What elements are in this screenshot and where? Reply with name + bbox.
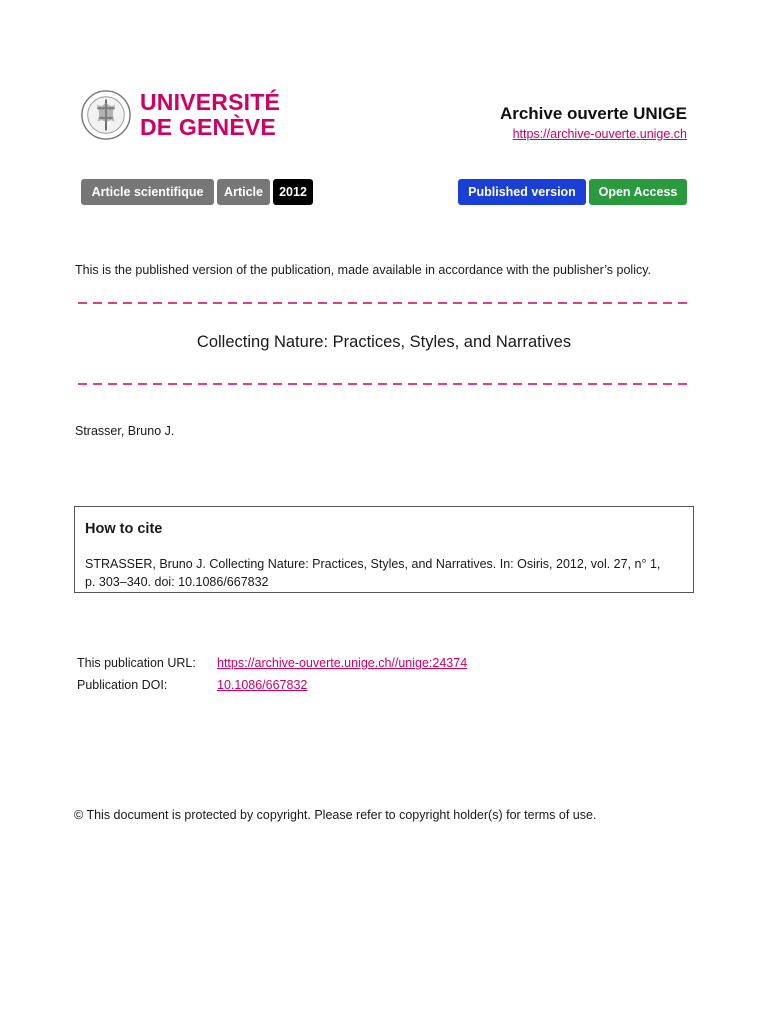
document-title: Collecting Nature: Practices, Styles, and Narratives <box>196 333 572 351</box>
badge-article-type: Article scientifique <box>81 179 214 205</box>
archive-title: Archive ouverte UNIGE <box>499 104 687 123</box>
university-logo <box>80 84 280 146</box>
logo-line-2: DE GENÈVE <box>139 114 276 140</box>
publication-doi-label: Publication DOI: <box>77 678 168 692</box>
badge-article: Article <box>217 179 270 205</box>
archive-link[interactable]: https://archive-ouverte.unige.ch <box>512 127 687 141</box>
publication-url-link[interactable]: https://archive-ouverte.unige.ch//unige:24374 <box>217 656 468 670</box>
citation-line-1: STRASSER, Bruno J. Collecting Nature: Practices, Styles, and Narratives. In: Osiris, 2012, vol. 27, n° 1, <box>85 557 661 571</box>
badge-open-access: Open Access <box>589 179 687 205</box>
university-seal-icon <box>80 88 132 142</box>
citation-heading: How to cite <box>85 521 163 537</box>
university-logo-text <box>140 90 280 140</box>
dashed-divider-top <box>78 301 692 305</box>
publication-doi-link[interactable]: 10.1086/667832 <box>217 678 308 692</box>
policy-statement: This is the published version of the publication, made available in accordance with the publisher’s policy. <box>75 263 652 277</box>
citation-text <box>85 555 685 591</box>
citation-line-2: p. 303–340. doi: 10.1086/667832 <box>85 575 269 589</box>
logo-line-1: UNIVERSITÉ <box>139 89 280 115</box>
publication-url-label: This publication URL: <box>77 656 196 670</box>
dashed-divider-bottom <box>78 382 692 386</box>
badge-year: 2012 <box>273 179 313 205</box>
document-author: Strasser, Bruno J. <box>75 424 175 438</box>
badge-published-version: Published version <box>458 179 586 205</box>
copyright-notice: © This document is protected by copyright. Please refer to copyright holder(s) for terms of use. <box>74 808 597 822</box>
